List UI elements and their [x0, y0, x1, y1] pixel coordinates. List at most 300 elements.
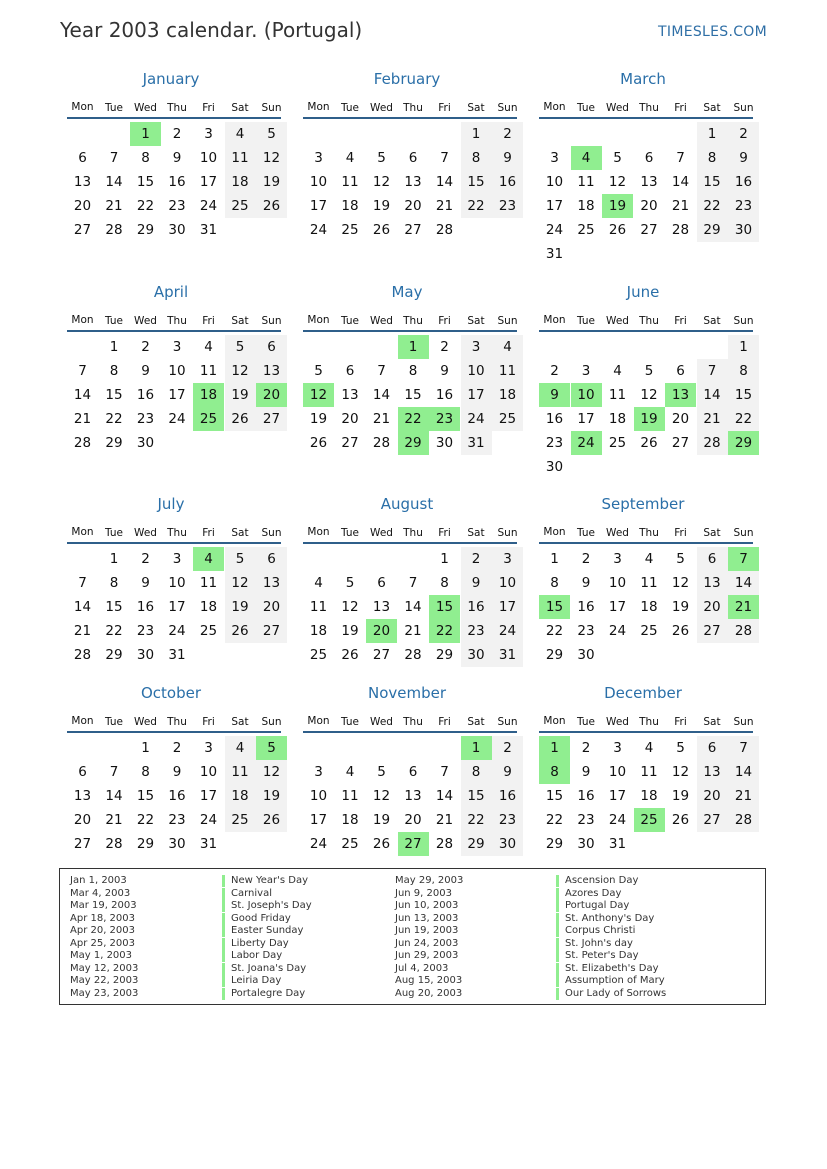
page-title: Year 2003 calendar. (Portugal): [60, 18, 363, 42]
weekday-label: Wed: [134, 527, 157, 539]
day-cell: 24: [545, 222, 564, 238]
day-cell: 19: [341, 623, 359, 639]
day-cell: 14: [372, 387, 391, 403]
day-cell: 17: [309, 812, 328, 828]
day-cell: 12: [256, 760, 287, 784]
day-cell: 14: [73, 599, 92, 615]
weekday-label: Mon: [543, 101, 566, 113]
day-cell: 29: [545, 647, 564, 663]
holiday-date: May 1, 2003: [70, 950, 133, 961]
day-cell: 28: [697, 431, 728, 455]
day-cell: 20: [256, 595, 287, 619]
day-cell: 22: [136, 198, 155, 214]
day-cell: 26: [225, 407, 256, 431]
holiday-date: Aug 15, 2003: [395, 975, 463, 986]
day-cell: 23: [577, 623, 595, 639]
day-cell: 8: [440, 575, 449, 591]
day-cell: 17: [309, 198, 328, 214]
day-cell: 30: [728, 218, 759, 242]
day-cell: 24: [461, 407, 492, 431]
day-cell: 15: [545, 788, 564, 804]
day-cell: 21: [105, 812, 123, 828]
holiday-day-cell: 23: [429, 407, 460, 431]
holiday-date: Jun 29, 2003: [395, 950, 459, 961]
day-cell: 9: [172, 764, 182, 780]
day-cell: 14: [73, 387, 92, 403]
day-cell: 21: [105, 198, 123, 214]
day-cell: 2: [172, 740, 182, 756]
day-cell: 16: [168, 174, 186, 190]
day-cell: 4: [613, 363, 622, 379]
day-cell: 6: [377, 575, 386, 591]
weekday-label: Sat: [703, 527, 721, 539]
day-cell: 9: [581, 575, 591, 591]
day-cell: 18: [640, 788, 658, 804]
day-cell: 15: [461, 784, 492, 808]
day-cell: 28: [728, 808, 759, 832]
weekday-label: Thu: [167, 716, 187, 728]
holiday-date: Jun 9, 2003: [395, 887, 452, 899]
day-cell: 6: [256, 335, 287, 359]
weekday-label: Mon: [307, 101, 330, 113]
day-cell: 30: [492, 832, 523, 856]
day-cell: 10: [199, 150, 218, 166]
day-cell: 17: [168, 387, 186, 403]
header-rule: [303, 117, 517, 119]
holiday-date: Apr 25, 2003: [70, 937, 136, 949]
day-cell: 23: [461, 619, 492, 643]
day-cell: 31: [461, 431, 492, 455]
day-cell: 10: [199, 764, 218, 780]
day-cell: 13: [73, 174, 92, 190]
day-cell: 25: [341, 836, 359, 852]
day-cell: 26: [256, 808, 287, 832]
holiday-name: Liberty Day: [222, 938, 289, 950]
day-cell: 11: [225, 760, 256, 784]
weekday-label: Sun: [261, 102, 282, 114]
day-cell: 11: [640, 575, 658, 591]
weekday-label: Sat: [703, 716, 721, 728]
weekday-label: Thu: [639, 716, 659, 728]
holiday-date: May 22, 2003: [70, 975, 139, 986]
holiday-name: Ascension Day: [556, 875, 638, 887]
day-cell: 9: [440, 363, 449, 379]
weekday-label: Fri: [674, 315, 687, 327]
day-cell: 19: [372, 198, 391, 214]
month-title: June: [626, 283, 660, 301]
holiday-date: Jan 1, 2003: [70, 875, 127, 886]
day-cell: 30: [168, 222, 186, 238]
day-cell: 8: [461, 760, 492, 784]
day-cell: 19: [256, 170, 287, 194]
day-cell: 5: [377, 764, 386, 780]
holiday-name: Carnival: [222, 888, 272, 900]
day-cell: 13: [404, 788, 422, 804]
day-cell: 9: [141, 575, 150, 591]
day-cell: 19: [671, 788, 690, 804]
day-cell: 14: [105, 174, 123, 190]
day-cell: 3: [204, 740, 213, 756]
day-cell: 6: [644, 150, 654, 166]
day-cell: 19: [671, 599, 690, 615]
day-cell: 26: [225, 619, 256, 643]
day-cell: 27: [256, 407, 287, 431]
holiday-date: Jun 19, 2003: [395, 925, 459, 936]
day-cell: 27: [640, 222, 658, 238]
day-cell: 2: [492, 122, 523, 146]
day-cell: 10: [608, 764, 627, 780]
holiday-day-cell: 5: [256, 736, 287, 760]
weekday-label: Sun: [733, 716, 754, 728]
weekday-label: Wed: [134, 102, 157, 114]
day-cell: 13: [256, 359, 287, 383]
weekday-label: Tue: [105, 102, 123, 114]
day-cell: 12: [608, 174, 627, 190]
day-cell: 14: [728, 571, 759, 595]
holiday-day-cell: 27: [398, 832, 429, 856]
day-cell: 7: [440, 764, 449, 780]
day-cell: 15: [105, 387, 123, 403]
day-cell: 20: [341, 411, 359, 427]
day-cell: 3: [461, 335, 492, 359]
holiday-day-cell: 13: [665, 383, 696, 407]
holiday-name: New Year's Day: [222, 875, 308, 887]
day-cell: 21: [671, 198, 690, 214]
day-cell: 9: [492, 146, 523, 170]
day-cell: 24: [199, 812, 218, 828]
day-cell: 16: [461, 595, 492, 619]
day-cell: 6: [408, 764, 418, 780]
day-cell: 17: [608, 599, 627, 615]
day-cell: 27: [372, 647, 391, 663]
day-cell: 1: [728, 335, 759, 359]
day-cell: 30: [577, 836, 595, 852]
day-cell: 24: [309, 222, 328, 238]
header-rule: [67, 731, 281, 733]
day-cell: 21: [372, 411, 391, 427]
day-cell: 29: [697, 218, 728, 242]
day-cell: 1: [109, 551, 119, 567]
day-cell: 20: [73, 812, 92, 828]
day-cell: 24: [608, 623, 627, 639]
day-cell: 18: [608, 411, 627, 427]
day-cell: 17: [545, 198, 564, 214]
day-cell: 1: [697, 122, 728, 146]
day-cell: 12: [225, 571, 256, 595]
holiday-day-cell: 7: [728, 547, 759, 571]
day-cell: 13: [404, 174, 422, 190]
holiday-day-cell: 21: [728, 595, 759, 619]
weekday-label: Sat: [467, 315, 485, 327]
day-cell: 4: [225, 122, 256, 146]
weekday-label: Tue: [577, 102, 595, 114]
weekday-label: Tue: [105, 716, 123, 728]
day-cell: 20: [404, 198, 422, 214]
day-cell: 31: [199, 836, 218, 852]
day-cell: 17: [461, 383, 492, 407]
weekday-label: Sat: [467, 102, 485, 114]
day-cell: 13: [697, 571, 728, 595]
day-cell: 13: [73, 788, 92, 804]
day-cell: 10: [492, 571, 523, 595]
day-cell: 18: [309, 623, 328, 639]
day-cell: 26: [640, 435, 658, 451]
day-cell: 3: [204, 126, 213, 142]
holiday-name: Azores Day: [556, 888, 621, 900]
weekday-label: Tue: [577, 716, 595, 728]
day-cell: 9: [581, 764, 591, 780]
day-cell: 29: [545, 836, 564, 852]
day-cell: 16: [435, 387, 454, 403]
weekday-label: Mon: [71, 526, 94, 538]
holiday-day-cell: 15: [429, 595, 460, 619]
day-cell: 8: [697, 146, 728, 170]
day-cell: 3: [314, 764, 323, 780]
day-cell: 7: [676, 150, 685, 166]
holiday-name: Assumption of Mary: [556, 975, 665, 987]
day-cell: 25: [341, 222, 359, 238]
day-cell: 4: [644, 551, 654, 567]
day-cell: 25: [492, 407, 523, 431]
weekday-label: Fri: [438, 102, 451, 114]
day-cell: 2: [141, 551, 150, 567]
header-rule: [67, 117, 281, 119]
day-cell: 21: [404, 623, 422, 639]
day-cell: 27: [671, 435, 690, 451]
day-cell: 22: [728, 407, 759, 431]
weekday-label: Sun: [497, 102, 518, 114]
day-cell: 19: [309, 411, 328, 427]
day-cell: 11: [640, 764, 658, 780]
day-cell: 21: [435, 198, 454, 214]
day-cell: 13: [256, 571, 287, 595]
day-cell: 7: [109, 764, 119, 780]
day-cell: 3: [613, 551, 622, 567]
day-cell: 12: [640, 387, 658, 403]
day-cell: 26: [372, 836, 391, 852]
holiday-list: [59, 868, 766, 1005]
day-cell: 24: [608, 812, 627, 828]
day-cell: 16: [168, 788, 186, 804]
holiday-day-cell: 9: [539, 383, 570, 407]
weekday-label: Mon: [307, 526, 330, 538]
day-cell: 20: [404, 812, 422, 828]
day-cell: 3: [613, 740, 622, 756]
weekday-label: Tue: [105, 315, 123, 327]
day-cell: 19: [256, 784, 287, 808]
day-cell: 29: [136, 222, 155, 238]
weekday-label: Sun: [733, 102, 754, 114]
day-cell: 23: [492, 194, 523, 218]
holiday-name: Our Lady of Sorrows: [556, 988, 666, 1000]
day-cell: 10: [168, 575, 186, 591]
weekday-label: Thu: [403, 315, 423, 327]
weekday-label: Mon: [71, 314, 94, 326]
day-cell: 15: [728, 383, 759, 407]
day-cell: 24: [199, 198, 218, 214]
day-cell: 31: [492, 643, 523, 667]
day-cell: 11: [492, 359, 523, 383]
holiday-date: May 12, 2003: [70, 962, 139, 974]
day-cell: 12: [671, 764, 690, 780]
day-cell: 24: [492, 619, 523, 643]
weekday-label: Wed: [370, 527, 393, 539]
day-cell: 5: [644, 363, 654, 379]
day-cell: 2: [440, 339, 449, 355]
weekday-label: Sat: [231, 315, 249, 327]
day-cell: 17: [199, 788, 218, 804]
holiday-name: Portugal Day: [556, 900, 629, 912]
weekday-label: Thu: [639, 315, 659, 327]
day-cell: 10: [461, 359, 492, 383]
weekday-label: Sun: [733, 315, 754, 327]
holiday-day-cell: 10: [571, 383, 602, 407]
weekday-label: Fri: [438, 527, 451, 539]
day-cell: 21: [73, 623, 92, 639]
day-cell: 10: [168, 363, 186, 379]
holiday-day-cell: 12: [303, 383, 334, 407]
day-cell: 12: [341, 599, 359, 615]
day-cell: 15: [461, 170, 492, 194]
weekday-label: Sun: [261, 527, 282, 539]
day-cell: 14: [671, 174, 690, 190]
holiday-date: Jun 10, 2003: [395, 900, 459, 911]
holiday-name: Labor Day: [222, 950, 282, 962]
day-cell: 3: [314, 150, 323, 166]
holiday-day-cell: 1: [539, 736, 570, 760]
day-cell: 16: [492, 170, 523, 194]
weekday-label: Sun: [261, 315, 282, 327]
day-cell: 22: [461, 194, 492, 218]
day-cell: 18: [341, 812, 359, 828]
day-cell: 7: [440, 150, 449, 166]
day-cell: 2: [728, 122, 759, 146]
day-cell: 28: [105, 222, 123, 238]
header-rule: [539, 330, 753, 332]
day-cell: 7: [78, 575, 87, 591]
day-cell: 25: [199, 623, 218, 639]
day-cell: 13: [341, 387, 359, 403]
weekday-label: Sat: [703, 102, 721, 114]
month-title: October: [140, 684, 202, 702]
day-cell: 19: [372, 812, 391, 828]
day-cell: 17: [199, 174, 218, 190]
day-cell: 2: [492, 736, 523, 760]
day-cell: 23: [545, 435, 564, 451]
holiday-date: Aug 20, 2003: [395, 987, 463, 999]
day-cell: 31: [608, 836, 627, 852]
day-cell: 30: [435, 435, 454, 451]
day-cell: 4: [204, 339, 213, 355]
day-cell: 22: [545, 623, 564, 639]
day-cell: 30: [577, 647, 595, 663]
day-cell: 7: [697, 359, 728, 383]
holiday-day-cell: 22: [398, 407, 429, 431]
day-cell: 10: [309, 174, 328, 190]
day-cell: 12: [671, 575, 690, 591]
holiday-day-cell: 22: [429, 619, 460, 643]
day-cell: 11: [199, 363, 218, 379]
day-cell: 30: [545, 459, 564, 475]
day-cell: 11: [577, 174, 595, 190]
day-cell: 4: [345, 764, 355, 780]
day-cell: 17: [492, 595, 523, 619]
brand-link[interactable]: TIMESLES.COM: [658, 24, 767, 40]
header-rule: [539, 731, 753, 733]
weekday-label: Wed: [134, 315, 157, 327]
holiday-name: Easter Sunday: [222, 925, 303, 937]
day-cell: 1: [550, 551, 559, 567]
weekday-label: Fri: [438, 315, 451, 327]
holiday-date: Jun 13, 2003: [395, 912, 459, 924]
day-cell: 31: [545, 246, 564, 262]
day-cell: 26: [372, 222, 391, 238]
weekday-label: Wed: [370, 102, 393, 114]
day-cell: 26: [309, 435, 328, 451]
day-cell: 8: [550, 575, 559, 591]
weekday-label: Mon: [543, 526, 566, 538]
holiday-name: St. Elizabeth's Day: [556, 963, 659, 975]
day-cell: 1: [109, 339, 119, 355]
day-cell: 20: [697, 784, 728, 808]
day-cell: 25: [608, 435, 627, 451]
day-cell: 1: [461, 122, 492, 146]
day-cell: 30: [136, 435, 155, 451]
holiday-day-cell: 18: [193, 383, 224, 407]
holiday-name: Leiria Day: [222, 975, 281, 987]
day-cell: 5: [225, 547, 256, 571]
holiday-name: St. Peter's Day: [556, 950, 639, 962]
day-cell: 6: [345, 363, 355, 379]
weekday-label: Thu: [639, 527, 659, 539]
day-cell: 30: [168, 836, 186, 852]
weekday-label: Fri: [202, 315, 215, 327]
month-title: July: [157, 495, 185, 513]
holiday-day-cell: 1: [461, 736, 492, 760]
day-cell: 26: [608, 222, 627, 238]
month-title: December: [604, 684, 682, 702]
holiday-day-cell: 8: [539, 760, 570, 784]
month-title: May: [391, 283, 423, 301]
holiday-name: St. John's day: [556, 938, 633, 950]
day-cell: 28: [404, 647, 422, 663]
day-cell: 4: [492, 335, 523, 359]
day-cell: 6: [676, 363, 685, 379]
day-cell: 7: [728, 736, 759, 760]
day-cell: 26: [256, 194, 287, 218]
month-title: January: [142, 70, 200, 88]
day-cell: 14: [728, 760, 759, 784]
day-cell: 14: [105, 788, 123, 804]
day-cell: 2: [141, 339, 150, 355]
month-title: April: [153, 283, 189, 301]
holiday-day-cell: 20: [366, 619, 397, 643]
day-cell: 28: [105, 836, 123, 852]
day-cell: 16: [728, 170, 759, 194]
day-cell: 29: [435, 647, 454, 663]
weekday-label: Thu: [167, 315, 187, 327]
day-cell: 5: [314, 363, 323, 379]
holiday-name: Corpus Christi: [556, 925, 635, 937]
day-cell: 21: [435, 812, 454, 828]
day-cell: 28: [435, 222, 454, 238]
day-cell: 2: [461, 547, 492, 571]
weekday-label: Sun: [261, 716, 282, 728]
holiday-name: Good Friday: [222, 913, 291, 925]
day-cell: 4: [345, 150, 355, 166]
weekday-label: Thu: [403, 102, 423, 114]
day-cell: 2: [581, 740, 591, 756]
